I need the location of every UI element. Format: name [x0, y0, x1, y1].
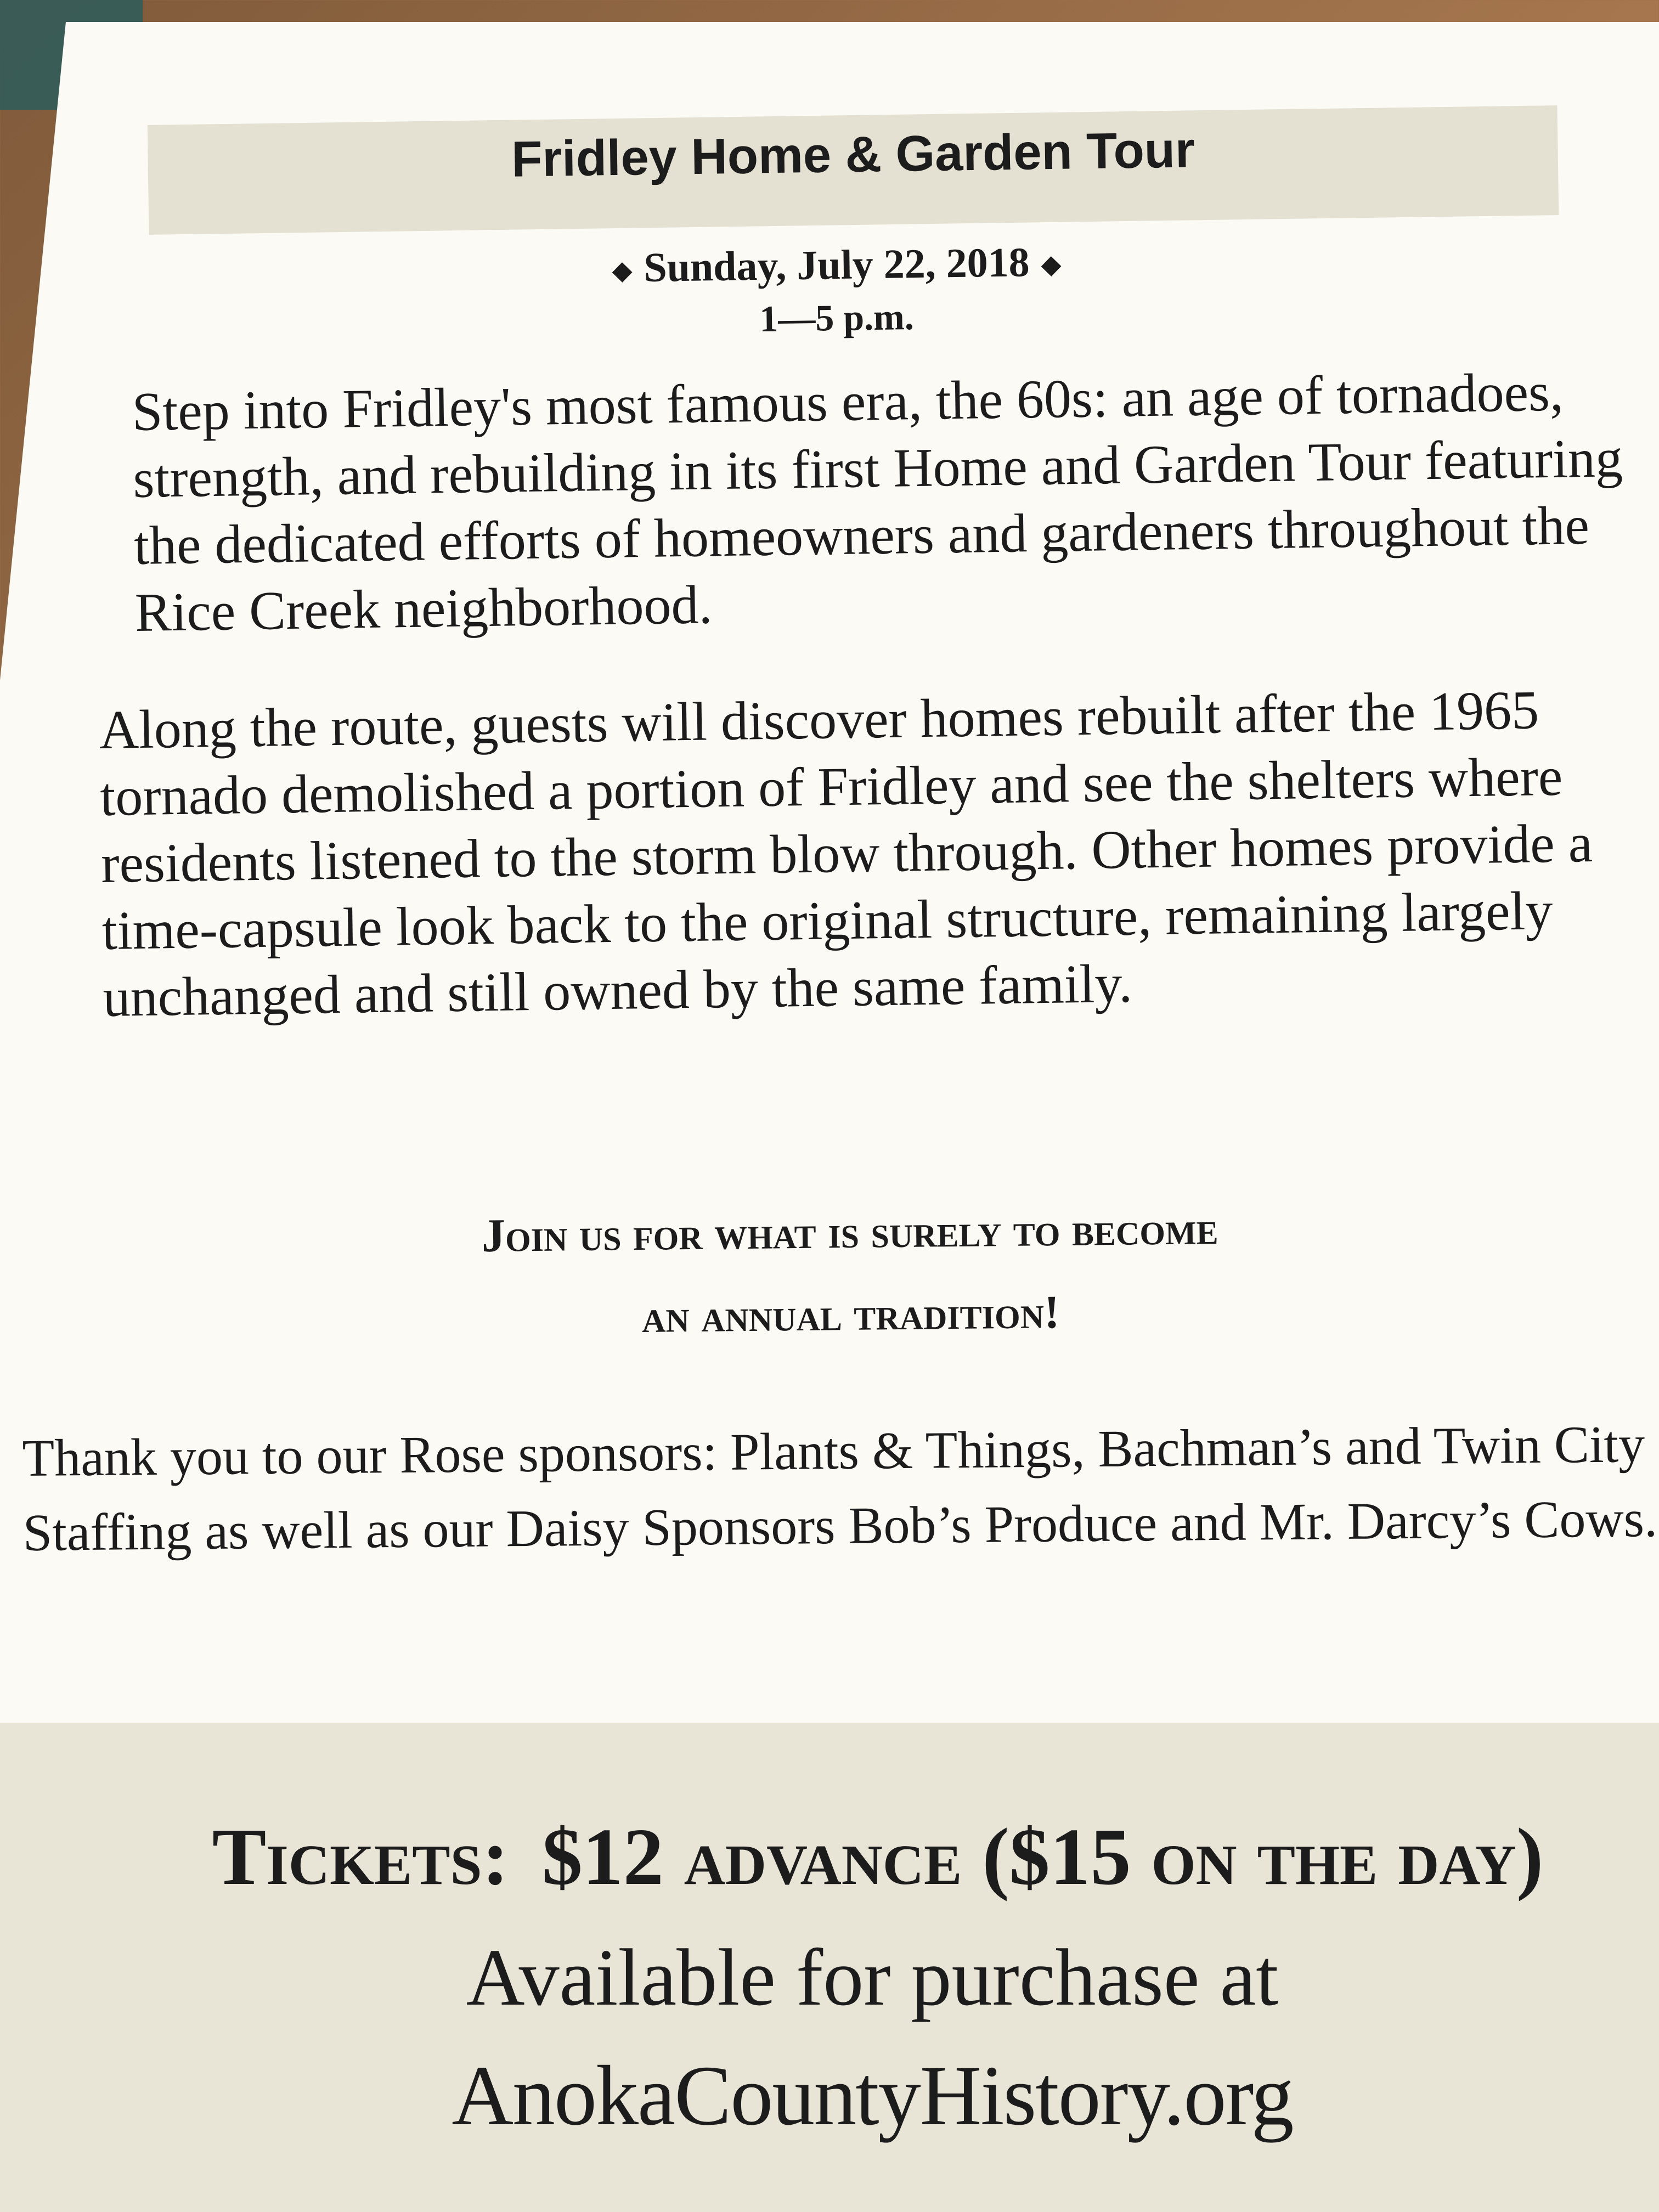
- website-text: AnokaCountyHistory.org: [452, 2048, 1293, 2143]
- flyer-title: Fridley Home & Garden Tour: [511, 122, 1195, 188]
- callout-line-2: an annual tradition!: [641, 1285, 1060, 1342]
- event-date-text: Sunday, July 22, 2018: [643, 239, 1030, 291]
- diamond-bullet-icon: [612, 262, 633, 283]
- intro-paragraph: Step into Fridley's most famous era, the 60s: an age of tornadoes, strength, and rebuilding in its first Home and Garden Tour featuring the dedicated efforts of homeowners and gardeners throughout the Rice Creek neighborhood.: [132, 361, 1623, 643]
- diamond-bullet-icon: [1041, 256, 1061, 276]
- tickets-label: Tickets:: [212, 1812, 509, 1902]
- availability-text: Available for purchase at: [466, 1933, 1279, 2023]
- event-time: 1—5 p.m.: [759, 296, 915, 340]
- callout-line-1: Join us for what is surely to become: [481, 1201, 1219, 1262]
- tickets-price: $12 advance ($15 on the day): [541, 1812, 1544, 1902]
- route-paragraph: Along the route, guests will discover homes rebuilt after the 1965 tornado demolished a portion of Fridley and see the shelters where residents listened to the storm blow through. Other homes provide a time-capsule look back to the original structure, remaining largely unchanged and still owned by the same family.: [99, 679, 1593, 1028]
- sponsors-paragraph: Thank you to our Rose sponsors: Plants & Things, Bachman’s and Twin City Staffing as well as our Daisy Sponsors Bob’s Produce and Mr. Darcy’s Cows.: [22, 1414, 1658, 1562]
- callout: [163, 1183, 1537, 1362]
- tickets-line: [104, 1810, 1651, 1904]
